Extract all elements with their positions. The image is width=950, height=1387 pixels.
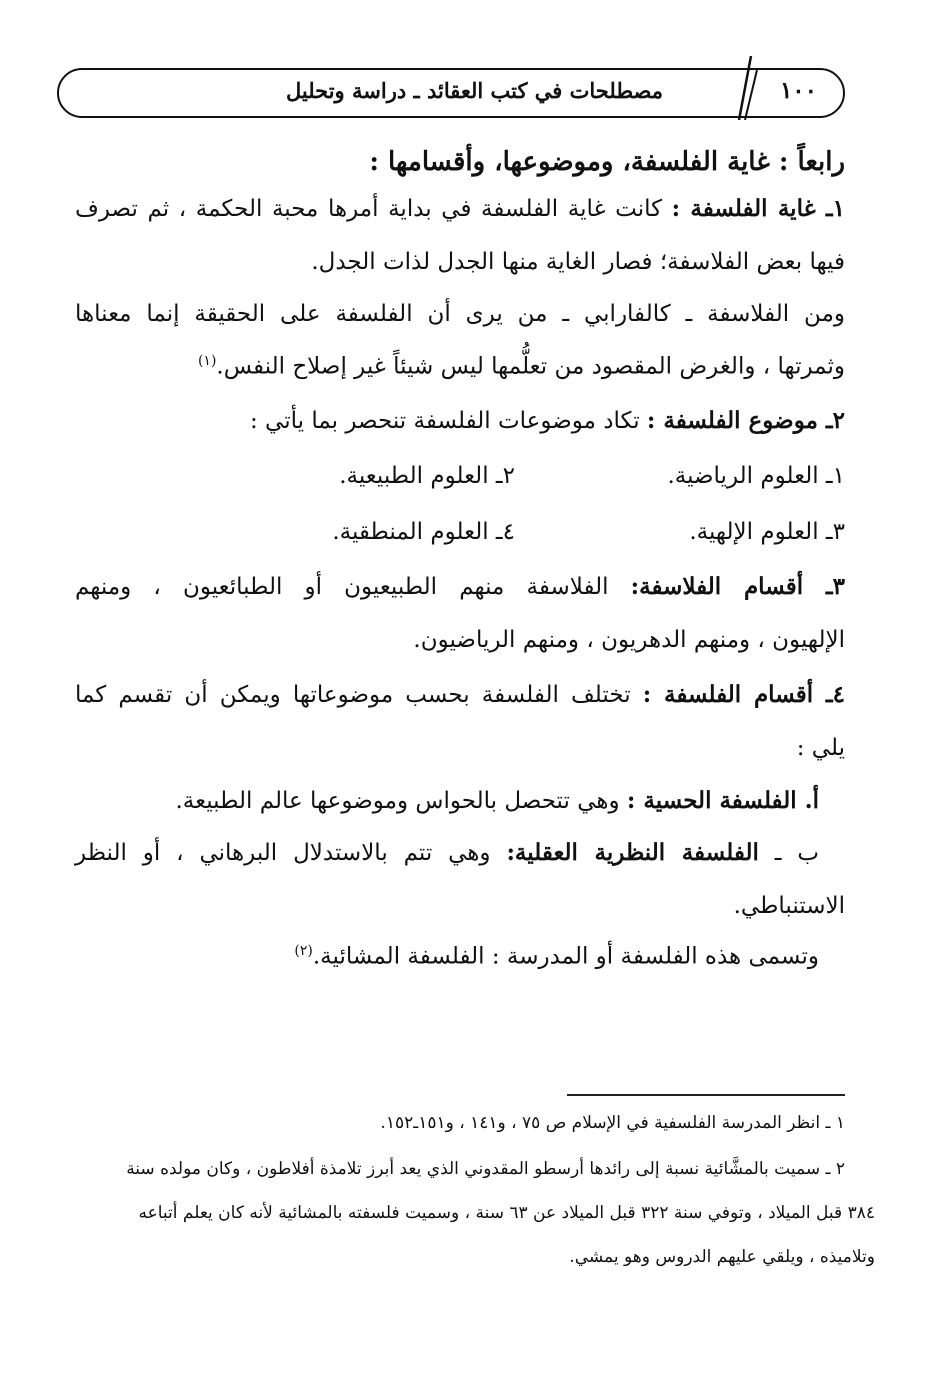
item4-text: تختلف الفلسفة بحسب موضوعاتها ويمكن أن تقسم كما [75,682,631,708]
header-divider-icon [729,56,761,120]
sub-a-line [176,786,820,817]
footnote-2-line2: ٣٨٤ قبل الميلاد ، وتوفي سنة ٣٢٢ قبل الميلاد عن ٦٣ سنة ، وسميت فلسفته بالمشائية لأنه كان يعلم أتباعه [138,1203,875,1223]
topic-item: ٣ـ العلوم الإلهية. [689,519,845,545]
peripatetic-text: وتسمى هذه الفلسفة أو المدرسة : الفلسفة المشائية. [312,943,819,970]
footnote-ref-1: (١) [197,353,217,369]
farabi-line2 [198,352,845,383]
item3-line2: الإلهيون ، ومنهم الدهريون ، ومنهم الرياضيون. [413,627,845,653]
topic-item: ٤ـ العلوم المنطقية. [332,519,515,545]
item1-label: ١ـ غاية الفلسفة : [671,195,845,222]
sub-a-text: وهي تتحصل بالحواس وموضوعها عالم الطبيعة. [175,788,620,814]
sub-b-label: الفلسفة النظرية العقلية: [506,839,759,866]
item2-line [250,406,845,437]
item1-text: كانت غاية الفلسفة في بداية أمرها محبة الحكمة ، ثم تصرف [75,196,663,222]
farabi-text: وثمرتها ، والغرض المقصود من تعلُّمها ليس شيئاً غير إصلاح النفس. [216,353,845,380]
topic-item: ٢ـ العلوم الطبيعية. [339,463,515,489]
sub-b-line1 [75,838,819,869]
topic-item: ١ـ العلوم الرياضية. [667,463,845,489]
sub-a-label: أ. الفلسفة الحسية : [626,787,819,814]
peripatetic-line [294,942,819,973]
farabi-line1: ومن الفلاسفة ـ كالفارابي ـ من يرى أن الفلسفة على الحقيقة إنما معناها [75,301,845,327]
item3-line1 [75,572,845,603]
running-header [57,68,845,118]
sub-b-prefix: ب ـ [774,840,820,866]
sub-b-text: وهي تتم بالاستدلال البرهاني ، أو النظر [75,840,491,866]
item3-label: ٣ـ أقسام الفلاسفة: [630,573,846,600]
footnote-2-line1: ٢ ـ سميت بالمشَّائية نسبة إلى رائدها أرسطو المقدوني الذي يعد أبرز تلامذة أفلاطون ، وكان مولده سنة [126,1159,845,1179]
item3-text: الفلاسفة منهم الطبيعيون أو الطبائعيون ، ومنهم [75,574,609,600]
footnote-divider [567,1094,845,1096]
item2-text: تكاد موضوعات الفلسفة تنحصر بما يأتي : [250,408,640,434]
section-heading: رابعاً : غاية الفلسفة، وموضوعها، وأقسامها : [369,147,845,177]
item1-line1 [75,194,845,225]
footnote-2-line3: وتلاميذه ، ويلقي عليهم الدروس وهو يمشي. [569,1247,875,1267]
sub-b-line2: الاستنباطي. [733,893,845,919]
item4-line1 [75,680,845,711]
footnote-1: ١ ـ انظر المدرسة الفلسفية في الإسلام ص ٧٥ ، و١٤١ ، و١٥١ـ١٥٢. [380,1113,845,1133]
running-title: مصطلحات في كتب العقائد ـ دراسة وتحليل [285,78,663,103]
footnote-ref-2: (٢) [294,943,313,959]
item1-line2: فيها بعض الفلاسفة؛ فصار الغاية منها الجدل لذات الجدل. [311,249,845,275]
item2-label: ٢ـ موضوع الفلسفة : [646,407,845,434]
item4-line2: يلي : [796,735,845,761]
page-number: ١٠٠ [779,77,817,104]
item4-label: ٤ـ أقسام الفلسفة : [642,681,845,708]
